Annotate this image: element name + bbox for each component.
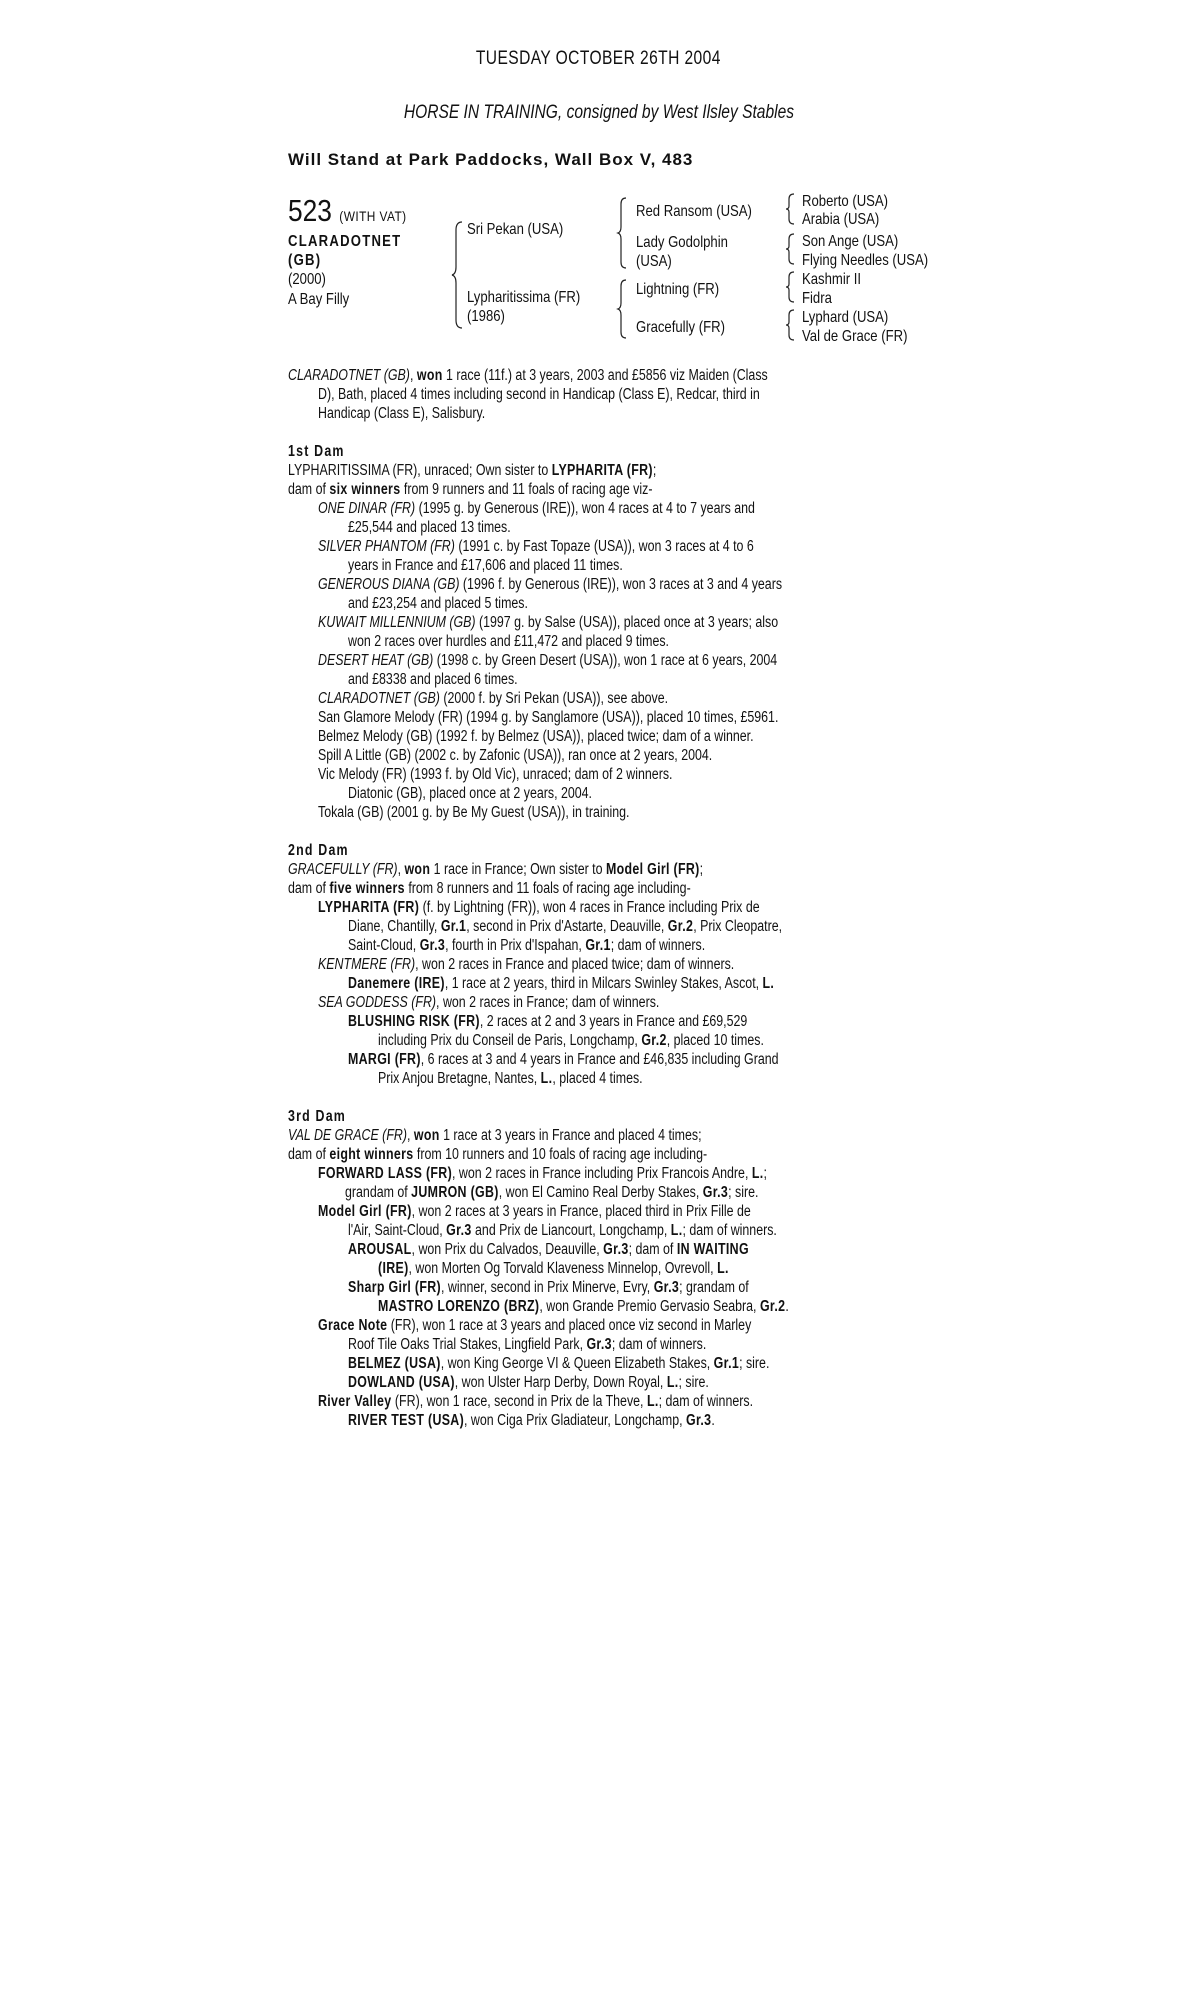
pedigree-bracket: [786, 272, 796, 302]
pedigree-bracket: [786, 310, 796, 340]
pedigree-ssd: Arabia (USA): [802, 211, 880, 228]
lot-number: 523 (WITH VAT): [288, 193, 407, 228]
third-dam-summary: dam of eight winners from 10 runners and 10 foals of racing age including-: [288, 1146, 708, 1163]
foal-entry: Spill A Little (GB) (2002 c. by Zafonic (USA)), ran once at 2 years, 2004.: [318, 747, 713, 764]
race-record: Handicap (Class E), Salisbury.: [318, 405, 486, 422]
produce-entry: Saint-Cloud, Gr.3, fourth in Prix d'Ispahan, Gr.1; dam of winners.: [348, 937, 706, 954]
produce-entry: (IRE), won Morten Og Torvald Klaveness Minnelop, Ovrevoll, L.: [378, 1260, 729, 1277]
second-dam-summary: dam of five winners from 8 runners and 11 foals of racing age including-: [288, 880, 691, 897]
pedigree-sds: Son Ange (USA): [802, 233, 899, 250]
pedigree-bracket: [452, 222, 464, 328]
foal-entry: ONE DINAR (FR) (1995 g. by Generous (IRE)), won 4 races at 4 to 7 years and: [318, 500, 755, 517]
produce-entry: SEA GODDESS (FR), won 2 races in France; dam of winners.: [318, 994, 660, 1011]
pedigree-dss: Kashmir II: [802, 271, 862, 288]
sale-date: TUESDAY OCTOBER 26TH 2004: [476, 48, 721, 69]
first-dam-heading: 1st Dam: [288, 443, 345, 460]
pedigree-bracket: [786, 194, 796, 224]
race-record: D), Bath, placed 4 times including second in Handicap (Class E), Redcar, third in: [318, 386, 760, 403]
pedigree-ddd: Val de Grace (FR): [802, 328, 908, 345]
foal-entry: £25,544 and placed 13 times.: [348, 519, 511, 536]
produce-entry: Grace Note (FR), won 1 race at 3 years and placed once viz second in Marley: [318, 1317, 752, 1334]
pedigree-dds: Lyphard (USA): [802, 309, 889, 326]
foal-entry: won 2 races over hurdles and £11,472 and placed 9 times.: [348, 633, 669, 650]
produce-entry: DOWLAND (USA), won Ulster Harp Derby, Down Royal, L.; sire.: [348, 1374, 709, 1391]
second-dam-intro: GRACEFULLY (FR), won 1 race in France; Own sister to Model Girl (FR);: [288, 861, 704, 878]
foal-entry: years in France and £17,606 and placed 11 times.: [348, 557, 623, 574]
foal-entry: San Glamore Melody (FR) (1994 g. by Sanglamore (USA)), placed 10 times, £5961.: [318, 709, 779, 726]
produce-entry: Sharp Girl (FR), winner, second in Prix Minerve, Evry, Gr.3; grandam of: [348, 1279, 749, 1296]
pedigree-sire-dam: Lady Godolphin: [636, 234, 728, 251]
pedigree-dsd: Fidra: [802, 290, 832, 307]
produce-entry: Roof Tile Oaks Trial Stakes, Lingfield Park, Gr.3; dam of winners.: [348, 1336, 707, 1353]
foal-entry: KUWAIT MILLENNIUM (GB) (1997 g. by Salse (USA)), placed once at 3 years; also: [318, 614, 779, 631]
first-dam-summary: dam of six winners from 9 runners and 11 foals of racing age viz-: [288, 481, 653, 498]
foal-entry: Diatonic (GB), placed once at 2 years, 2004.: [348, 785, 592, 802]
produce-entry: MARGI (FR), 6 races at 3 and 4 years in France and £46,835 including Grand: [348, 1051, 779, 1068]
vat-note: (WITH VAT): [339, 208, 407, 224]
produce-entry: l'Air, Saint-Cloud, Gr.3 and Prix de Liancourt, Longchamp, L.; dam of winners.: [348, 1222, 777, 1239]
pedigree-bracket: [618, 280, 628, 338]
horse-name: CLARADOTNET: [288, 233, 402, 250]
consignment-line: HORSE IN TRAINING, consigned by West Ilsley Stables: [403, 102, 794, 123]
third-dam-intro: VAL DE GRACE (FR), won 1 race at 3 years in France and placed 4 times;: [288, 1127, 702, 1144]
produce-entry: Prix Anjou Bretagne, Nantes, L., placed 4 times.: [378, 1070, 643, 1087]
third-dam-heading: 3rd Dam: [288, 1108, 347, 1125]
produce-entry: LYPHARITA (FR) (f. by Lightning (FR)), won 4 races in France including Prix de: [318, 899, 760, 916]
foal-entry: DESERT HEAT (GB) (1998 c. by Green Desert (USA)), won 1 race at 6 years, 2004: [318, 652, 778, 669]
pedigree-dam-year: (1986): [467, 308, 505, 325]
produce-entry: RIVER TEST (USA), won Ciga Prix Gladiateur, Longchamp, Gr.3.: [348, 1412, 715, 1429]
foal-entry: SILVER PHANTOM (FR) (1991 c. by Fast Topaze (USA)), won 3 races at 4 to 6: [318, 538, 754, 555]
stand-location: Will Stand at Park Paddocks, Wall Box V, 483: [288, 150, 694, 169]
horse-country: (GB): [288, 252, 322, 269]
foal-entry: Belmez Melody (GB) (1992 f. by Belmez (USA)), placed twice; dam of a winner.: [318, 728, 754, 745]
foal-entry: and £8338 and placed 6 times.: [348, 671, 518, 688]
pedigree-dam: Lypharitissima (FR): [467, 289, 581, 306]
produce-entry: Diane, Chantilly, Gr.1, second in Prix d'Astarte, Deauville, Gr.2, Prix Cleopatre,: [348, 918, 783, 935]
produce-entry: FORWARD LASS (FR), won 2 races in France including Prix Francois Andre, L.;: [318, 1165, 767, 1182]
pedigree-sire: Sri Pekan (USA): [467, 221, 564, 238]
pedigree-bracket: [786, 234, 796, 264]
pedigree-dam-sire: Lightning (FR): [636, 281, 720, 298]
pedigree-sss: Roberto (USA): [802, 193, 889, 210]
foal-entry: Tokala (GB) (2001 g. by Be My Guest (USA)), in training.: [318, 804, 630, 821]
race-record: CLARADOTNET (GB), won 1 race (11f.) at 3 years, 2003 and £5856 viz Maiden (Class: [288, 367, 768, 384]
pedigree-bracket: [618, 198, 628, 268]
produce-entry: Model Girl (FR), won 2 races at 3 years in France, placed third in Prix Fille de: [318, 1203, 751, 1220]
pedigree-sdd: Flying Needles (USA): [802, 252, 929, 269]
second-dam-heading: 2nd Dam: [288, 842, 349, 859]
foal-entry: GENEROUS DIANA (GB) (1996 f. by Generous (IRE)), won 3 races at 3 and 4 years: [318, 576, 783, 593]
horse-year: (2000): [288, 271, 326, 288]
pedigree-sire-sire: Red Ransom (USA): [636, 203, 752, 220]
produce-entry: including Prix du Conseil de Paris, Longchamp, Gr.2, placed 10 times.: [378, 1032, 764, 1049]
produce-entry: BELMEZ (USA), won King George VI & Queen Elizabeth Stakes, Gr.1; sire.: [348, 1355, 770, 1372]
produce-entry: Danemere (IRE), 1 race at 2 years, third in Milcars Swinley Stakes, Ascot, L.: [348, 975, 775, 992]
horse-description: A Bay Filly: [288, 291, 350, 308]
pedigree-sire-dam-country: (USA): [636, 253, 672, 270]
produce-entry: AROUSAL, won Prix du Calvados, Deauville, Gr.3; dam of IN WAITING: [348, 1241, 749, 1258]
produce-entry: River Valley (FR), won 1 race, second in Prix de la Theve, L.; dam of winners.: [318, 1393, 754, 1410]
produce-entry: BLUSHING RISK (FR), 2 races at 2 and 3 years in France and £69,529: [348, 1013, 748, 1030]
produce-entry: grandam of JUMRON (GB), won El Camino Real Derby Stakes, Gr.3; sire.: [345, 1184, 759, 1201]
pedigree-dam-dam: Gracefully (FR): [636, 319, 725, 336]
foal-entry: and £23,254 and placed 5 times.: [348, 595, 528, 612]
produce-entry: KENTMERE (FR), won 2 races in France and placed twice; dam of winners.: [318, 956, 735, 973]
produce-entry: MASTRO LORENZO (BRZ), won Grande Premio Gervasio Seabra, Gr.2.: [378, 1298, 789, 1315]
first-dam-intro: LYPHARITISSIMA (FR), unraced; Own sister to LYPHARITA (FR);: [288, 462, 657, 479]
foal-entry: CLARADOTNET (GB) (2000 f. by Sri Pekan (USA)), see above.: [318, 690, 669, 707]
foal-entry: Vic Melody (FR) (1993 f. by Old Vic), unraced; dam of 2 winners.: [318, 766, 673, 783]
